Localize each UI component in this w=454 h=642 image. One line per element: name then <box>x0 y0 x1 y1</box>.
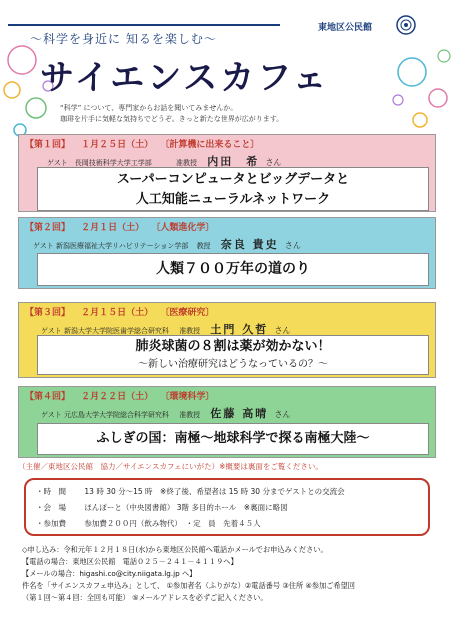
intro-line: 珈琲を片手に気軽な気持ちでどうぞ。きっと新たな世界が広がります。 <box>60 115 284 123</box>
guest-name: 奈良 貴史 <box>220 238 279 251</box>
guest-position: 教授 <box>196 242 211 250</box>
info-label: ・参加費 <box>36 519 66 528</box>
intro-line: “科学” について、専門家からお話を聞いてみませんか。 <box>60 104 238 112</box>
apply-line: （第１回～第４回：全回も可能） ⑤メールアドレスを必ずご記入ください。 <box>22 593 268 602</box>
info-row-venue <box>36 500 418 516</box>
session-round: 【第２回】 <box>25 223 71 233</box>
session-topic: 〔人類進化学〕 <box>151 223 215 233</box>
info-label: ・時 間 <box>36 487 66 496</box>
guest-name: 土門 久哲 <box>210 323 269 336</box>
guest-honorific: さん <box>274 410 291 419</box>
session-card-3 <box>18 302 436 378</box>
session-date: ２月１日（土） <box>81 223 145 233</box>
guest-name: 内田 希 <box>207 155 260 168</box>
apply-line: ◇申し込み：令和元年１２月１８日(水)から東地区公民館へ電話かメールでお申込みください。 <box>22 545 328 554</box>
guest-affiliation: ゲスト 新潟医療福祉大学リハビリテーション学部 <box>33 242 189 250</box>
session-topic: 〔計算機に出来ること〕 <box>160 140 260 150</box>
session-title-line: ふしぎの国：南極～地球科学で探る南極大陸～ <box>96 431 370 446</box>
info-row-fee <box>36 516 418 532</box>
session-title-box <box>37 167 429 211</box>
kominkan-logo-icon <box>394 14 418 36</box>
session-date: １月２５日（土） <box>81 140 154 150</box>
guest-position: 准教授 <box>179 411 201 419</box>
session-guest <box>19 234 435 250</box>
intro-text <box>60 103 440 125</box>
apply-line: 件名を「サイエンスカフェ申込み」として、 ①参加者名（ふりがな）②電話番号 ③住所 ④参加ご希望回 <box>22 581 355 590</box>
apply-email-line[interactable]: 【メールの場合：higashi.co@city.niigata.lg.jp へ】 <box>22 569 197 578</box>
org-name: 東地区公民館 <box>318 23 373 33</box>
guest-name: 佐藤 高晴 <box>210 407 269 420</box>
session-title-line: 人類７００万年の道のり <box>156 261 310 277</box>
info-row-time <box>36 484 418 500</box>
session-title-line: 人工知能ニューラルネットワーク <box>135 192 331 207</box>
info-value: ほんぽーと（中央図書館） 3階 多目的ホール ※裏面に略図 <box>84 503 288 512</box>
session-topic: 〔医療研究〕 <box>160 308 215 318</box>
session-card-1 <box>18 134 436 212</box>
session-round: 【第１回】 <box>25 140 71 150</box>
session-guest <box>19 151 435 167</box>
page-title: サイエンスカフェ <box>40 58 330 98</box>
session-title-box <box>37 423 429 455</box>
session-round: 【第３回】 <box>25 308 71 318</box>
session-header <box>19 135 435 151</box>
guest-affiliation: ゲスト 新潟大学大学院医歯学総合研究科 <box>41 327 169 335</box>
apply-line: 【電話の場合：東地区公民館 電話０２５－２４１－４１１９へ】 <box>22 557 238 566</box>
application-info <box>22 544 442 604</box>
info-value: 13 時 30 分～15 時 ※終了後、希望者は 15 時 30 分までゲストとの交流会 <box>84 487 345 496</box>
session-title-box <box>37 335 429 375</box>
session-title-box <box>37 253 429 286</box>
organizer-note: （主催／東地区公民館 協力／サイエンスカフェにいがた）※概要は裏面をご覧ください。 <box>18 462 323 471</box>
event-info-box <box>24 478 430 536</box>
session-card-4 <box>18 386 436 458</box>
session-title-line: スーパーコンピュータとビッグデータと <box>116 172 350 187</box>
info-label: ・会 場 <box>36 503 66 512</box>
guest-affiliation: ゲスト 元広島大学大学院総合科学研究科 <box>41 411 169 419</box>
guest-honorific: さん <box>265 158 282 167</box>
session-guest <box>19 403 435 419</box>
session-date: ２月１５日（土） <box>81 308 154 318</box>
guest-position: 准教授 <box>179 327 201 335</box>
subtitle: ～科学を身近に 知るを楽しむ～ <box>30 32 217 46</box>
guest-honorific: さん <box>284 241 301 250</box>
session-card-2 <box>18 217 436 289</box>
session-guest <box>19 319 435 335</box>
session-date: ２月２２日（土） <box>81 392 154 402</box>
session-subtitle-line: ～新しい治療研究はどうなっているの？～ <box>138 359 328 370</box>
info-value: 参加費２００円（飲み物代） ・定 員 先着４５人 <box>84 519 261 528</box>
session-header <box>19 303 435 319</box>
guest-affiliation: ゲスト 長岡技術科学大学工学部 <box>47 159 152 167</box>
session-round: 【第４回】 <box>25 392 71 402</box>
guest-position: 准教授 <box>175 159 197 167</box>
session-title-line: 肺炎球菌の８割は薬が効かない！ <box>135 339 331 354</box>
session-topic: 〔環境科学〕 <box>160 392 215 402</box>
guest-honorific: さん <box>274 326 291 335</box>
header-rule <box>8 24 280 26</box>
session-header <box>19 387 435 403</box>
session-header <box>19 218 435 234</box>
